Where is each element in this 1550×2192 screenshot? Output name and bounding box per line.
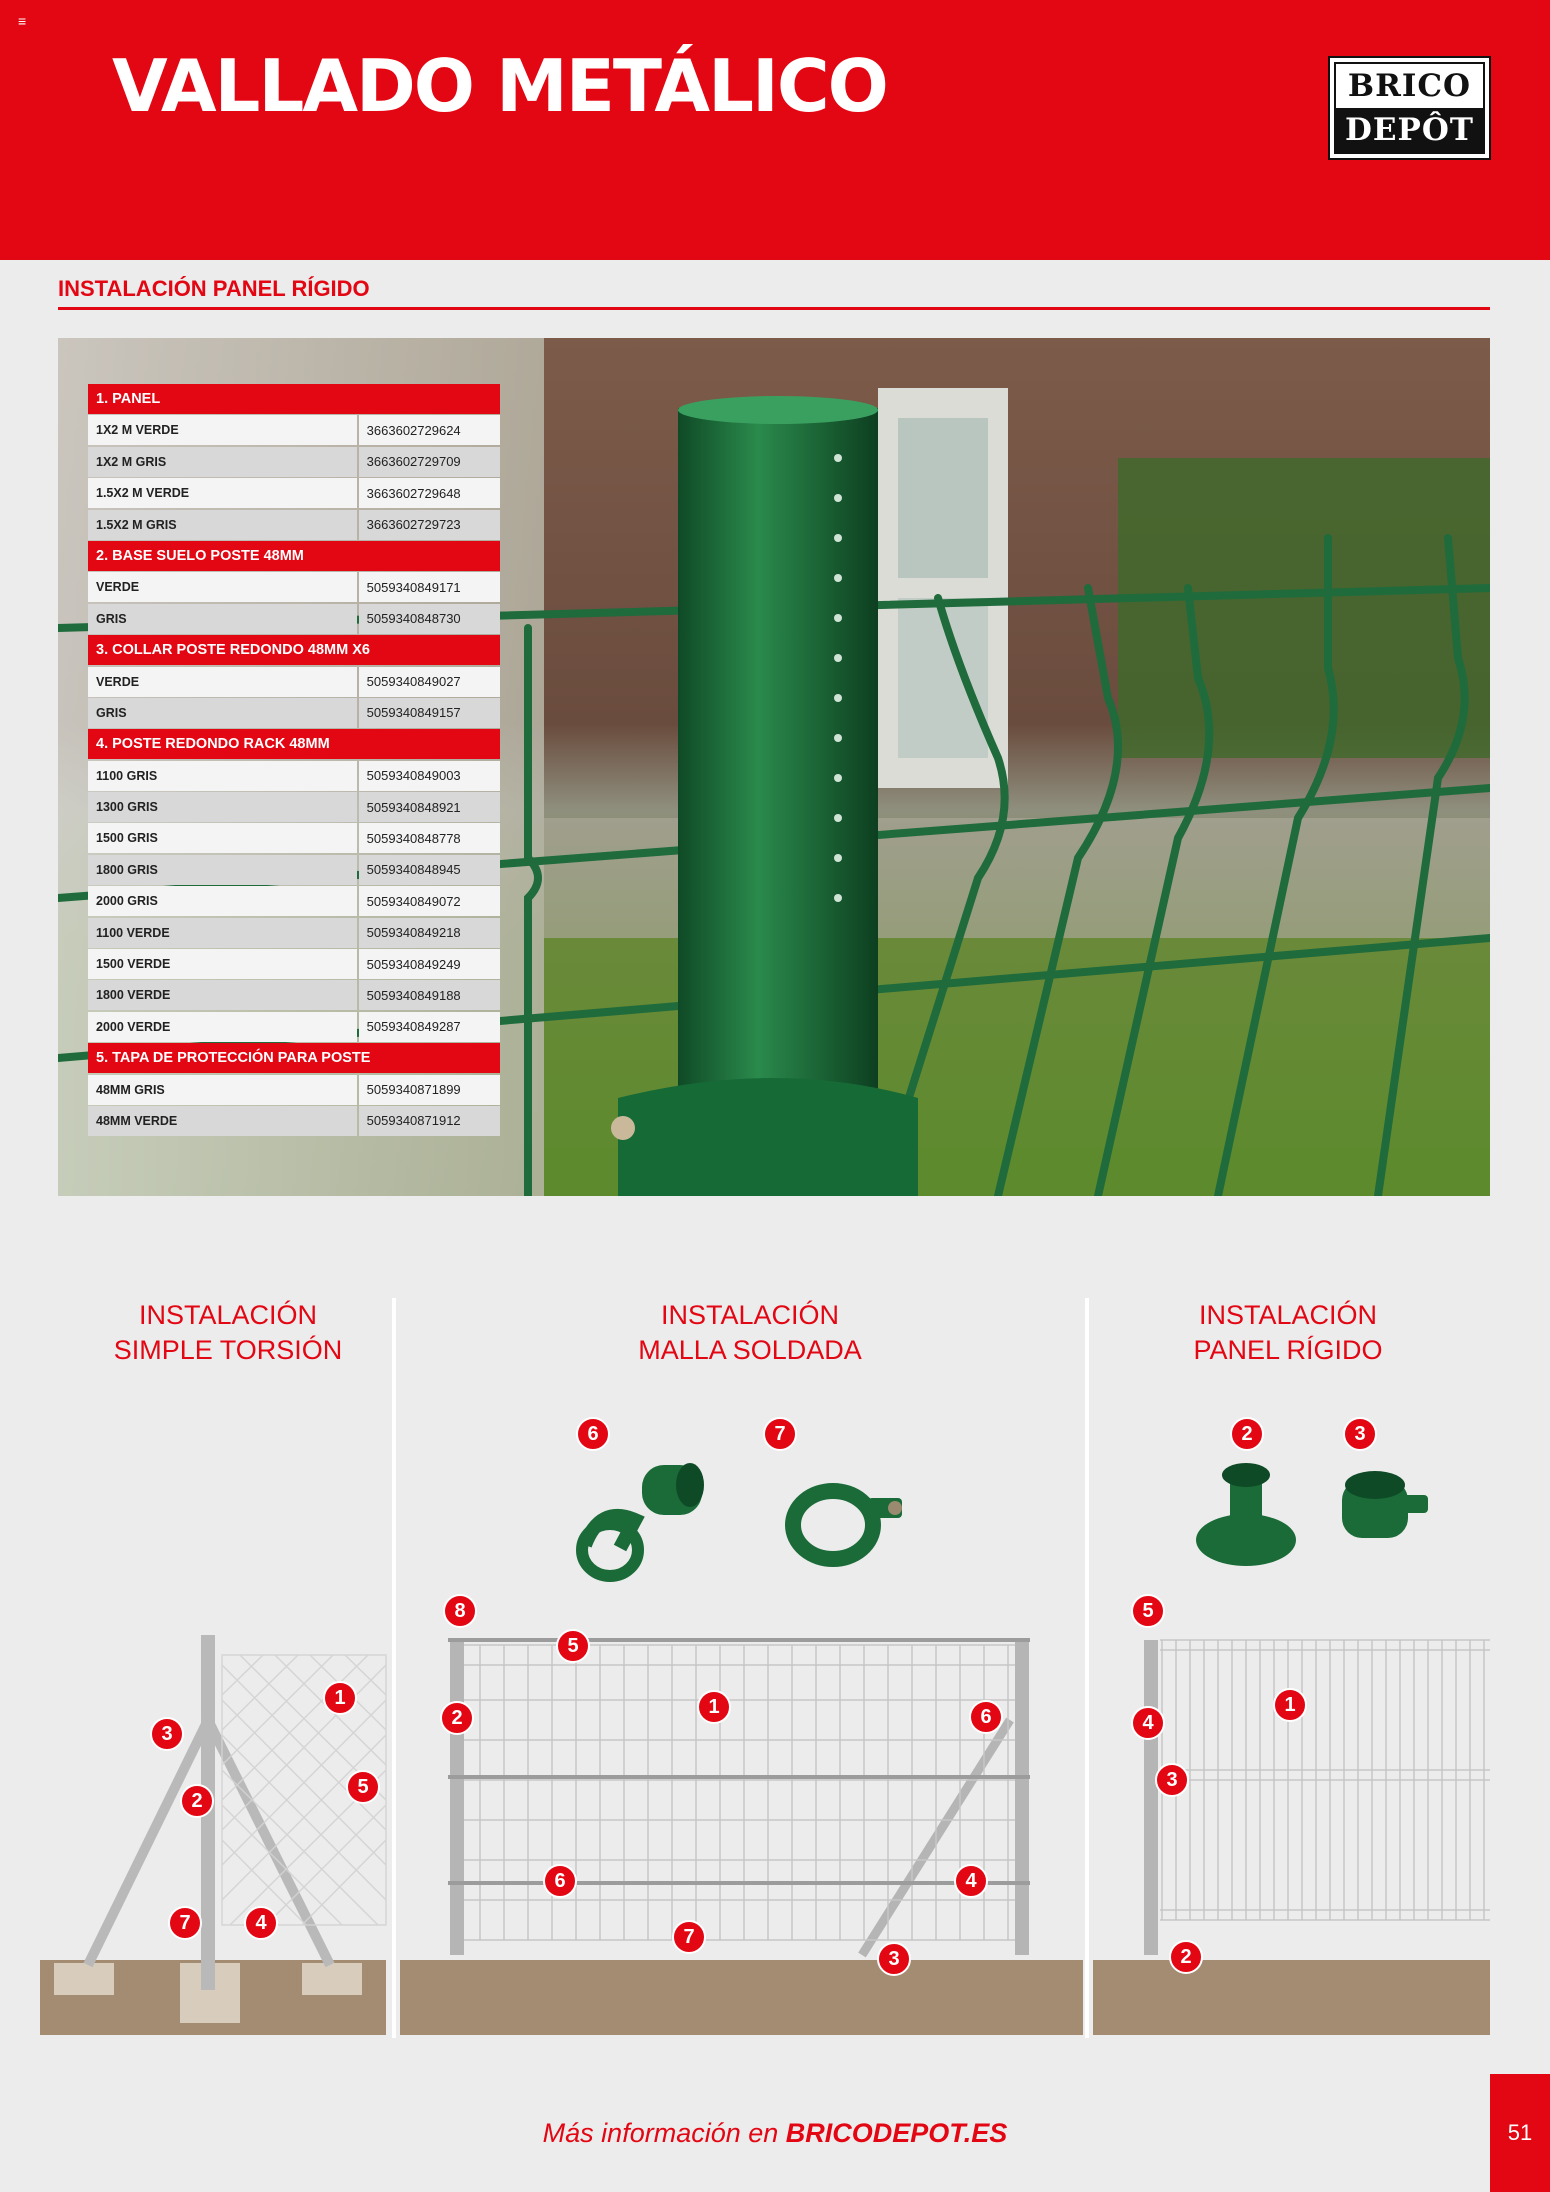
badge-4: 4	[1131, 1706, 1165, 1740]
badge-1: 1	[697, 1690, 731, 1724]
product-name: 1.5X2 M GRIS	[88, 510, 357, 540]
product-code: 5059340849188	[359, 980, 500, 1010]
product-name: 1100 VERDE	[88, 918, 357, 948]
product-name: 48MM VERDE	[88, 1106, 357, 1136]
accessory-clamp-7-icon	[793, 1491, 902, 1559]
product-name: 2000 VERDE	[88, 1012, 357, 1042]
product-code: 5059340848945	[359, 855, 500, 885]
product-name: GRIS	[88, 698, 357, 728]
badge-7: 7	[168, 1906, 202, 1940]
badge-2: 2	[180, 1784, 214, 1818]
accessory-base-2-icon	[1196, 1463, 1296, 1566]
product-code: 3663602729723	[359, 510, 500, 540]
badge-2: 2	[440, 1701, 474, 1735]
product-name: 1.5X2 M VERDE	[88, 478, 357, 508]
menu-icon[interactable]: ≡	[18, 13, 27, 29]
product-name: VERDE	[88, 572, 357, 602]
product-code: 5059340849003	[359, 761, 500, 791]
badge-1: 1	[323, 1681, 357, 1715]
install-title-line1: INSTALACIÓN	[138, 1300, 318, 1330]
product-code: 5059340871899	[359, 1075, 500, 1105]
badge-4: 4	[244, 1906, 278, 1940]
product-code: 5059340848778	[359, 823, 500, 853]
page-title: VALLADO METÁLICO	[112, 44, 887, 128]
product-name: 1X2 M GRIS	[88, 447, 357, 477]
badge-7: 7	[763, 1417, 797, 1451]
product-code: 5059340848921	[359, 792, 500, 822]
product-name: 1500 VERDE	[88, 949, 357, 979]
badge-3: 3	[150, 1717, 184, 1751]
product-code: 3663602729624	[359, 415, 500, 445]
accessory-collar-3-icon	[1342, 1471, 1428, 1538]
product-code: 5059340849171	[359, 572, 500, 602]
product-name: 1X2 M VERDE	[88, 415, 357, 445]
badge-5: 5	[556, 1629, 590, 1663]
footer-website-link[interactable]: BRICODEPOT.ES	[785, 2118, 1008, 2148]
badge-5: 5	[1131, 1594, 1165, 1628]
product-name: 1300 GRIS	[88, 792, 357, 822]
badge-3: 3	[1155, 1763, 1189, 1797]
install-title-line2: MALLA SOLDADA	[638, 1335, 862, 1365]
badge-7: 7	[672, 1920, 706, 1954]
product-code: 5059340849287	[359, 1012, 500, 1042]
table-group-heading: 5. TAPA DE PROTECCIÓN PARA POSTE	[88, 1043, 500, 1073]
install-title-line2: PANEL RÍGIDO	[1193, 1335, 1383, 1365]
accessory-collar-6-icon	[582, 1463, 704, 1576]
logo-text-top: BRICO	[1336, 64, 1483, 108]
product-code: 5059340849218	[359, 918, 500, 948]
product-name: VERDE	[88, 667, 357, 697]
badge-6: 6	[543, 1864, 577, 1898]
badge-8: 8	[443, 1594, 477, 1628]
badge-2: 2	[1169, 1940, 1203, 1974]
product-code: 5059340849157	[359, 698, 500, 728]
badge-5: 5	[346, 1770, 380, 1804]
product-code: 5059340849027	[359, 667, 500, 697]
product-name: 1800 GRIS	[88, 855, 357, 885]
badge-2: 2	[1230, 1417, 1264, 1451]
product-code: 5059340871912	[359, 1106, 500, 1136]
product-code: 5059340848730	[359, 604, 500, 634]
badge-3: 3	[877, 1942, 911, 1976]
section-title: INSTALACIÓN PANEL RÍGIDO	[58, 276, 370, 301]
product-name: 2000 GRIS	[88, 886, 357, 916]
product-code: 5059340849072	[359, 886, 500, 916]
product-code: 5059340849249	[359, 949, 500, 979]
product-name: GRIS	[88, 604, 357, 634]
install-title-line2: SIMPLE TORSIÓN	[113, 1335, 343, 1365]
install-title-line1: INSTALACIÓN	[1198, 1300, 1378, 1330]
product-name: 1100 GRIS	[88, 761, 357, 791]
page-number: 51	[1507, 2120, 1533, 2145]
badge-3: 3	[1343, 1417, 1377, 1451]
table-group-heading: 3. COLLAR POSTE REDONDO 48MM X6	[88, 635, 500, 665]
table-group-heading: 1. PANEL	[88, 384, 500, 414]
install-title-line1: INSTALACIÓN	[660, 1300, 840, 1330]
product-name: 1500 GRIS	[88, 823, 357, 853]
footer-more-info	[0, 2118, 1550, 2149]
table-group-heading: 2. BASE SUELO POSTE 48MM	[88, 541, 500, 571]
product-name: 1800 VERDE	[88, 980, 357, 1010]
badge-1: 1	[1273, 1688, 1307, 1722]
badge-6: 6	[576, 1417, 610, 1451]
table-group-heading: 4. POSTE REDONDO RACK 48MM	[88, 729, 500, 759]
badge-6: 6	[969, 1700, 1003, 1734]
product-name: 48MM GRIS	[88, 1075, 357, 1105]
badge-4: 4	[954, 1864, 988, 1898]
product-code: 3663602729648	[359, 478, 500, 508]
product-code: 3663602729709	[359, 447, 500, 477]
footer-prefix: Más información en	[542, 2118, 786, 2148]
logo-text-bottom: DEPÔT	[1336, 108, 1483, 152]
